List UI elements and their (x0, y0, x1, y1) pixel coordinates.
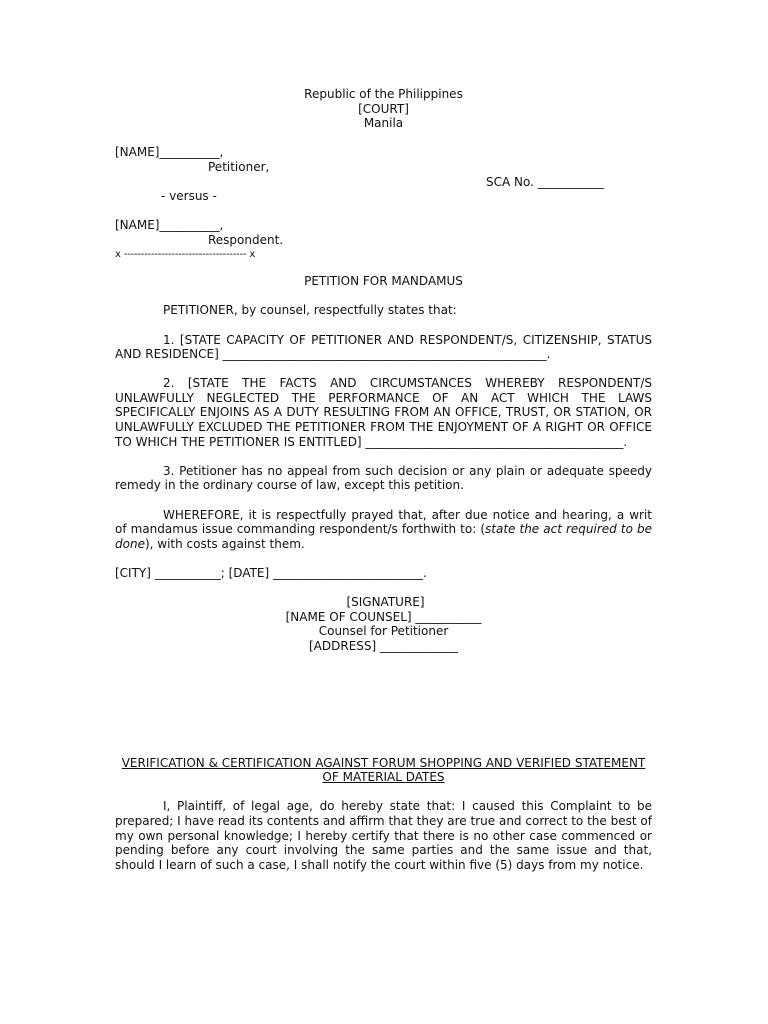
signature-block (115, 595, 652, 653)
counsel-role-line: Counsel for Petitioner (318, 624, 449, 639)
court-header (115, 87, 652, 131)
republic-line: Republic of the Philippines (304, 87, 463, 101)
verification-title: VERIFICATION & CERTIFICATION AGAINST FORUM SHOPPING AND VERIFIED STATEMENT OF MATERIAL DATES (121, 755, 646, 785)
petitioner-label: Petitioner, (208, 159, 270, 174)
case-caption (115, 145, 652, 262)
petition-title: PETITION FOR MANDAMUS (304, 274, 463, 289)
intro-paragraph: PETITIONER, by counsel, respectfully states that: (163, 303, 457, 318)
paragraph-3: 3. Petitioner has no appeal from such decision or any plain or adequate speedy remedy in the ordinary course of law, except this petition. (115, 463, 652, 493)
petitioner-name: [NAME]__________, (115, 145, 224, 160)
wherefore-paragraph (115, 508, 652, 552)
address-line: [ADDRESS] _____________ (308, 638, 459, 653)
paragraph-1: 1. [STATE CAPACITY OF PETITIONER AND RESPONDENT/S, CITIZENSHIP, STATUS AND RESIDENCE] ______________________________________________________. (115, 332, 652, 362)
city-date-line: [CITY] ___________; [DATE] _________________________. (115, 566, 427, 580)
caption-separator: x ------------------------------------ x (115, 248, 256, 260)
wherefore-act-placeholder: state the act required to be done (115, 522, 652, 551)
court-line: [COURT] (358, 101, 409, 116)
document-page (115, 87, 652, 872)
respondent-name: [NAME]__________, (115, 218, 224, 233)
respondent-label: Respondent. (208, 232, 284, 247)
wherefore-text: WHEREFORE, it is respectfully prayed that, after due notice and hearing, a writ of mandamus issue commanding respondent/s forthwith to: ( (115, 507, 652, 537)
city-line: Manila (363, 116, 404, 131)
counsel-name-line: [NAME OF COUNSEL] ___________ (285, 609, 482, 624)
signature-line: [SIGNATURE] (346, 595, 425, 610)
paragraph-2: 2. [STATE THE FACTS AND CIRCUMSTANCES WHEREBY RESPONDENT/S UNLAWFULLY NEGLECTED THE PERFORMANCE OF AN ACT WHICH THE LAWS SPECIFICALLY ENJOINS AS A DUTY RESULTING FROM AN OFFICE, TRUST, OR STATION, OR UNLAWFULLY EXCLUDED THE PETITIONER FROM THE ENJOYMENT OF A RIGHT OR OFFICE TO WHICH THE PETITIONER IS ENTITLED] ___________________________________________. (115, 376, 652, 449)
case-number: SCA No. ___________ (486, 174, 604, 189)
verification-body: I, Plaintiff, of legal age, do hereby state that: I caused this Complaint to be prepared; I have read its contents and affirm that they are true and correct to the best of my own personal knowledge; I hereby certify that there is no other case commenced or pending before any court involving the same parties and the same issue and that, should I learn of such a case, I shall notify the court within five (5) days from my notice. (115, 799, 652, 872)
wherefore-costs: ), with costs against them. (144, 536, 305, 551)
versus-label: - versus - (161, 189, 217, 204)
